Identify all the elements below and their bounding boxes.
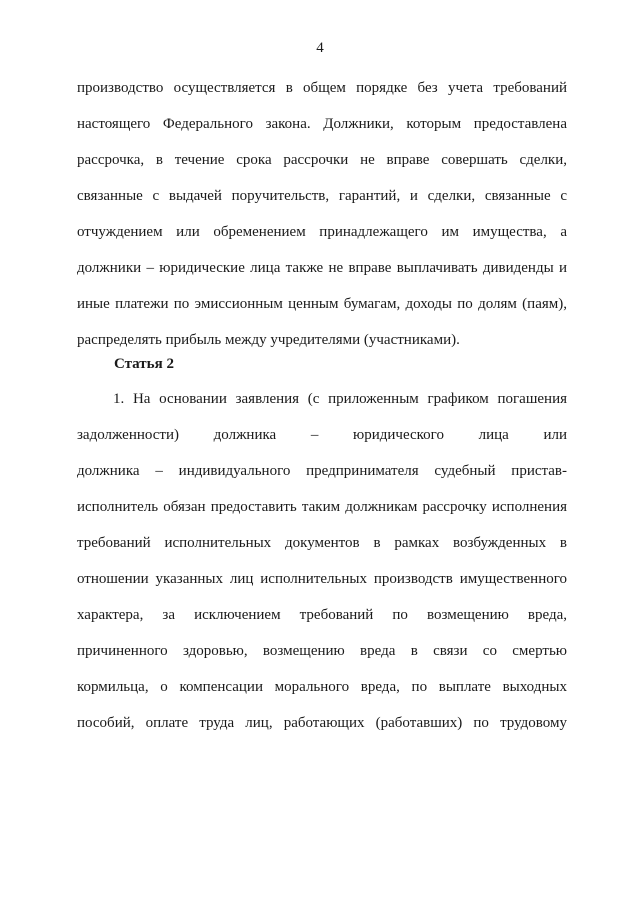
paragraph-1-line: должники – юридические лица также не вправе выплачивать дивиденды и: [77, 260, 567, 276]
paragraph-1-line: связанные с выдачей поручительств, гарантий, и сделки, связанные с: [77, 188, 567, 204]
page-number: 4: [316, 40, 324, 56]
paragraph-2-line: требований исполнительных документов в рамках возбужденных в: [77, 535, 567, 551]
paragraph-2-line: характера, за исключением требований по возмещению вреда,: [77, 607, 567, 623]
paragraph-2-line: задолженности) должника – юридического лица или: [77, 427, 567, 443]
paragraph-1-line: производство осуществляется в общем порядке без учета требований: [77, 80, 567, 96]
paragraph-1-line: отчуждением или обременением принадлежащего им имущества, а: [77, 224, 567, 240]
paragraph-1-line: распределять прибыль между учредителями (участниками).: [77, 332, 460, 348]
paragraph-1-line: иные платежи по эмиссионным ценным бумагам, доходы по долям (паям),: [77, 296, 567, 312]
paragraph-2-line: 1. На основании заявления (с приложенным графиком погашения: [113, 391, 567, 407]
paragraph-2-line: должника – индивидуального предпринимателя судебный пристав-: [77, 463, 567, 479]
paragraph-1-line: настоящего Федерального закона. Должники, которым предоставлена: [77, 116, 567, 132]
paragraph-2-line: исполнитель обязан предоставить таким должникам рассрочку исполнения: [77, 499, 567, 515]
paragraph-2-line: причиненного здоровью, возмещению вреда в связи со смертью: [77, 643, 567, 659]
paragraph-2-line: кормильца, о компенсации морального вреда, по выплате выходных: [77, 679, 567, 695]
paragraph-2-line: отношении указанных лиц исполнительных производств имущественного: [77, 571, 567, 587]
article-heading: Статья 2: [114, 356, 174, 372]
paragraph-1-line: рассрочка, в течение срока рассрочки не вправе совершать сделки,: [77, 152, 567, 168]
paragraph-2-line: пособий, оплате труда лиц, работающих (работавших) по трудовому: [77, 715, 567, 731]
